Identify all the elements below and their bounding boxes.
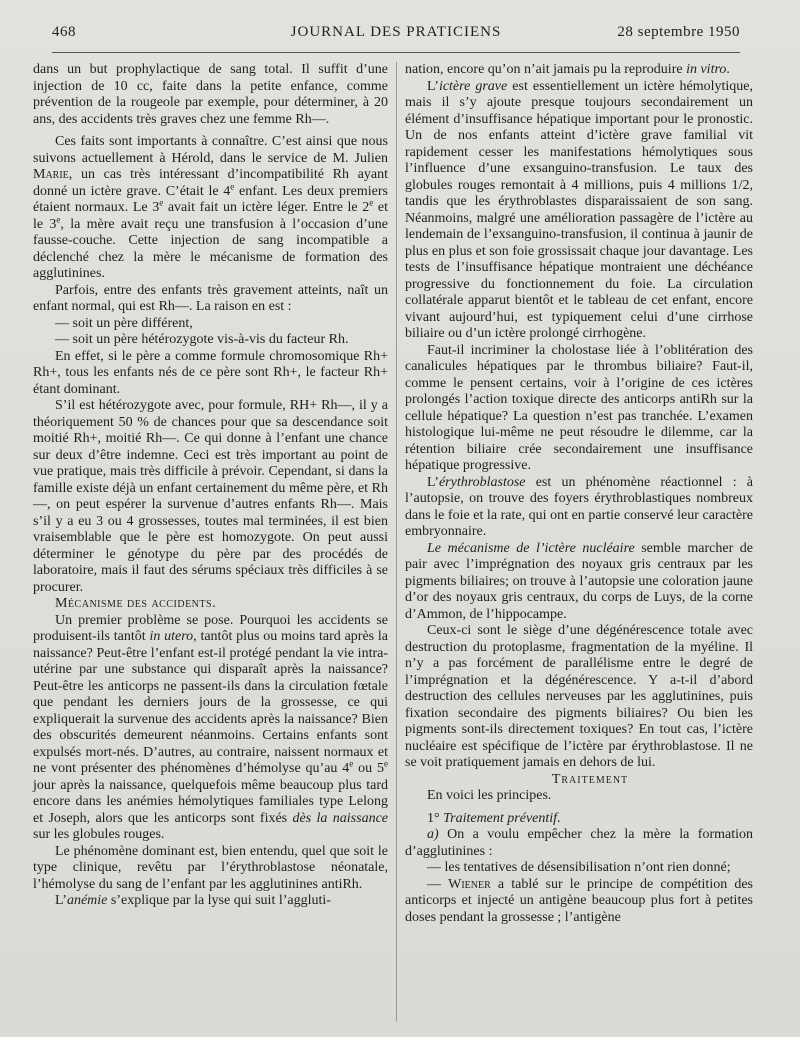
subheading: 1° Traitement préventif. bbox=[427, 810, 561, 826]
paragraph: L’érythroblastose est un phénomène réactionnel : à l’autopsie, on trouve des foyers érythroblastiques nombreux dans le foie et la rate, qui ont en partie conservé leur caractère embryonnaire. bbox=[405, 474, 753, 539]
list-item: — les tentatives de désensibilisation n’ont rien donné; bbox=[427, 860, 731, 875]
paragraph: Ceux-ci sont le siège d’une dégénérescence totale avec destruction du protoplasme, fragmentation de la myéline. Il n’y a pas forcément de parallélisme entre le degré de l’imprégnation et la dégénérescence. Y a-t-il d’abord destruction des cellules nerveuses par les agglutinines, puis fixation secondaire des pigments biliaires? Ou bien les pigments sont-ils directement toxiques? En tout cas, l’ictère nucléaire est spécifique de l’ictère par érythroblastose. Il ne se voit pratiquement jamais en dehors de lui. bbox=[405, 623, 753, 770]
header-rule bbox=[52, 52, 740, 53]
paragraph: En voici les principes. bbox=[427, 788, 552, 803]
running-header bbox=[52, 24, 740, 46]
paragraph: L’anémie s’explique par la lyse qui suit l’aggluti- bbox=[55, 893, 331, 908]
paragraph: Faut-il incriminer la cholostase liée à l’oblitération des canalicules hépatiques par le thrombus biliaire? Faut-il, comme le pensent certains, voir à l’origine de ces ictères prolongés l’action toxique directe des anticorps antiRh sur la cellule hépatique? La question n’est pas tranchée. L’examen histologique lui-même ne peut résoudre le dilemme, car la rétention biliaire crée secondairement une insuffisance hépatique progressive. bbox=[405, 342, 753, 473]
paragraph: En effet, si le père a comme formule chromosomique Rh+ Rh+, tous les enfants nés de ce père sont Rh+, le facteur Rh+ étant dominant. bbox=[33, 348, 388, 397]
section-heading: Mécanisme des accidents. bbox=[55, 596, 217, 611]
list-item: — soit un père hétérozygote vis-à-vis du facteur Rh. bbox=[55, 332, 349, 347]
issue-date: 28 septembre 1950 bbox=[617, 24, 740, 40]
author-name: Wiener bbox=[448, 876, 491, 892]
paragraph: dans un but prophylactique de sang total. Il suffit d’une injection de 10 cc, faite dans la petite enfance, comme prévention de la rougeole par exemple, pour déterminer, à 20 ans, des accidents très graves chez une femme Rh—. bbox=[33, 62, 388, 127]
section-heading: Traitement bbox=[551, 771, 629, 787]
paragraph: Le phénomène dominant est, bien entendu, quel que soit le type clinique, revêtu par l’érythroblastose néonatale, l’hémolyse du sang de l’enfant par les agglutinines antiRh. bbox=[33, 843, 388, 892]
paragraph: — Wiener a tablé sur le principe de compétition des anticorps et injecté un antigène beaucoup plus fort à petites doses pendant la grossesse ; l’antigène bbox=[405, 876, 753, 925]
paragraph: Ces faits sont importants à connaître. C’est ainsi que nous suivons actuellement à Hérold, dans le service de M. Julien Marie, un cas très intéressant d’incompatibilité Rh ayant donné un ictère grave. C’était le 4e enfant. Les deux premiers étaient normaux. Le 3e avait fait un ictère léger. Entre le 2e et le 3e, la mère avait reçu une transfusion à l’occasion d’une fausse-couche. Cette injection de sang incompatible a déclenché chez la mère le mécanisme de formation des agglutinines. bbox=[33, 134, 389, 281]
paragraph: a) On a voulu empêcher chez la mère la formation d’agglutinines : bbox=[405, 827, 753, 859]
journal-title: JOURNAL DES PRATICIENS bbox=[290, 24, 502, 40]
column-divider bbox=[396, 62, 397, 1022]
paragraph: Parfois, entre des enfants très gravement atteints, naît un enfant normal, qui est Rh—. La raison en est : bbox=[33, 282, 388, 314]
page-number: 468 bbox=[52, 24, 76, 40]
left-column bbox=[33, 62, 388, 910]
author-name: Marie bbox=[33, 167, 69, 182]
list-item: — soit un père différent, bbox=[55, 315, 193, 331]
paragraph: Un premier problème se pose. Pourquoi les accidents se produisent-ils tantôt in utero, tantôt plus ou moins tard après la naissance? Peut-être l’enfant est-il protégé pendant la vie intra-utérine par une substance qui disparaît après la naissance? Peut-être les anticorps ne passent-ils dans la circulation fœtale que pendant les derniers jours de la grossesse, ce qui expliquerait la survenue des accidents après la naissance? Bien des obscurités demeurent néanmoins. Certains enfants sont expulsés mort-nés. D’autres, au contraire, naissent normaux et ne vont présenter des phénomènes d’hémolyse qu’au 4e ou 5e jour après la naissance, quelquefois même beaucoup plus tard encore dans les anémies hémolytiques familiales type Lelong et Joseph, alors que les anticorps sont fixés dès la naissance sur les globules rouges. bbox=[33, 612, 389, 842]
paragraph: nation, encore qu’on n’ait jamais pu la reproduire in vitro. bbox=[405, 62, 730, 77]
paragraph: L’ictère grave est essentiellement un ictère hémolytique, mais il s’y ajoute presque toujours secondairement un élément d’insuffisance hépatique important pour le pronostic. Un de nos enfants atteint d’ictère grave familial vit rapidement cesser les manifestations hémolytiques sous l’influence d’une exsanguino-transfusion. Le taux des globules rouges remontait à 4 millions, puis 4 millions 1/2, tandis que les érythroblastes disparaissaient de son sang. Néanmoins, malgré une amélioration passagère de l’ictère au lendemain de l’exsanguino-transfusion, il continua à jaunir de plus en plus et son foie grossissait chaque jour davantage. Les tests de l’insuffisance hépatique montraient une déchéance progressive du fonctionnement du foie. La circulation collatérale apparut bientôt et le tableau de cet enfant, encore vivant aujourd’hui, est typiquement celui d’une cirrhose biliaire ou d’un ictère prolongé cirrhogène. bbox=[405, 78, 753, 341]
right-column bbox=[405, 62, 753, 926]
paragraph: Le mécanisme de l’ictère nucléaire semble marcher de pair avec l’imprégnation des noyaux gris centraux par les pigments biliaires; on trouve à l’autopsie une coloration jaune d’or des noyaux gris centraux, du corps de Luys, de la corne d’Ammon, de l’hippocampe. bbox=[405, 540, 753, 622]
paragraph: S’il est hétérozygote avec, pour formule, RH+ Rh—, il y a théoriquement 50 % de chances pour que sa descendance soit moitié Rh+, moitié Rh—. Ce qui donne à l’enfant une chance sur deux d’être indemne. Ceci est très important au point de vue pratique, mais très difficile à prévoir. Cependant, si dans la famille existe déjà un enfant certainement du même père, et Rh—, on peut espérer la survenue d’autres enfants Rh—. Mais s’il y a eu 3 ou 4 grossesses, toutes mal terminées, il est bien vraisemblable que le père est homozygote. On peut aussi déterminer le génotype du père par des procédés de laboratoire, mais il faut des sérums spéciaux très difficiles à se procurer. bbox=[33, 398, 388, 595]
